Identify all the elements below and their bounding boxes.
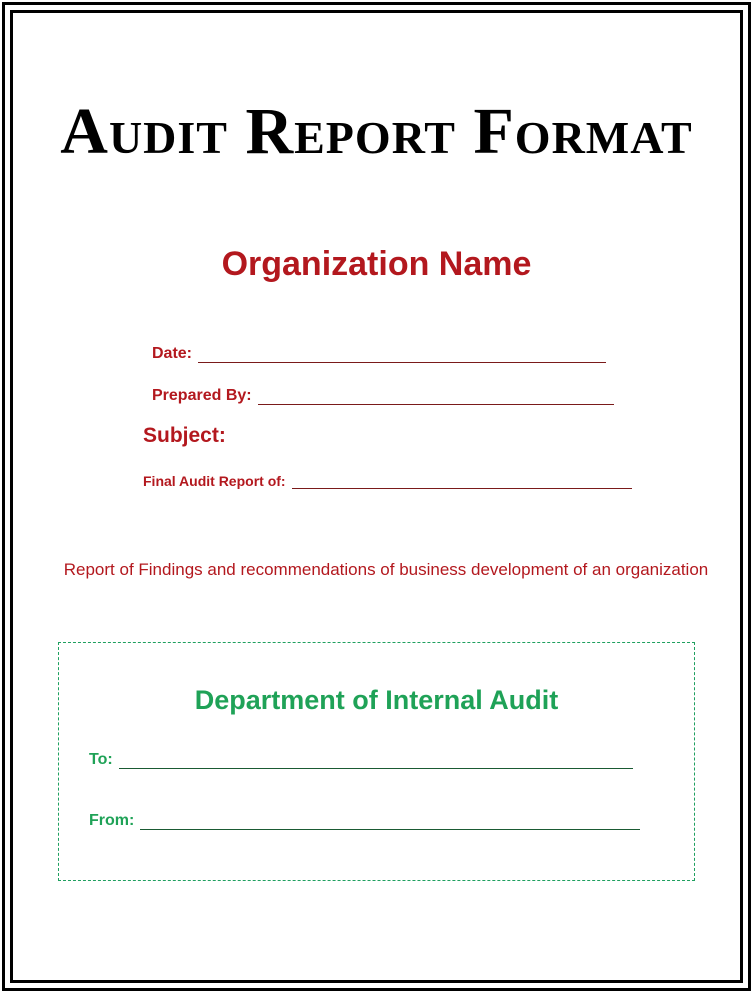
- prepared-by-blank-line[interactable]: [258, 386, 614, 405]
- to-field: [89, 750, 633, 769]
- report-description: Report of Findings and recommendations of business development of an organization: [63, 560, 709, 579]
- department-title: Department of Internal Audit: [194, 685, 559, 715]
- from-label: From:: [89, 812, 135, 829]
- final-audit-report-blank-line[interactable]: [292, 472, 632, 489]
- final-audit-report-label: Final Audit Report of:: [143, 473, 286, 489]
- final-audit-report-field: [143, 472, 632, 489]
- document-title: Audit Report Format: [60, 95, 693, 168]
- organization-name: Organization Name: [221, 245, 532, 283]
- date-blank-line[interactable]: [198, 344, 606, 363]
- date-field: [152, 344, 606, 363]
- to-label: To:: [89, 751, 113, 768]
- prepared-by-label: Prepared By:: [152, 387, 252, 404]
- prepared-by-field: [152, 386, 614, 405]
- to-blank-line[interactable]: [119, 750, 633, 769]
- date-label: Date:: [152, 345, 193, 362]
- from-field: [89, 811, 640, 830]
- from-blank-line[interactable]: [140, 811, 640, 830]
- subject-label: Subject:: [143, 424, 226, 447]
